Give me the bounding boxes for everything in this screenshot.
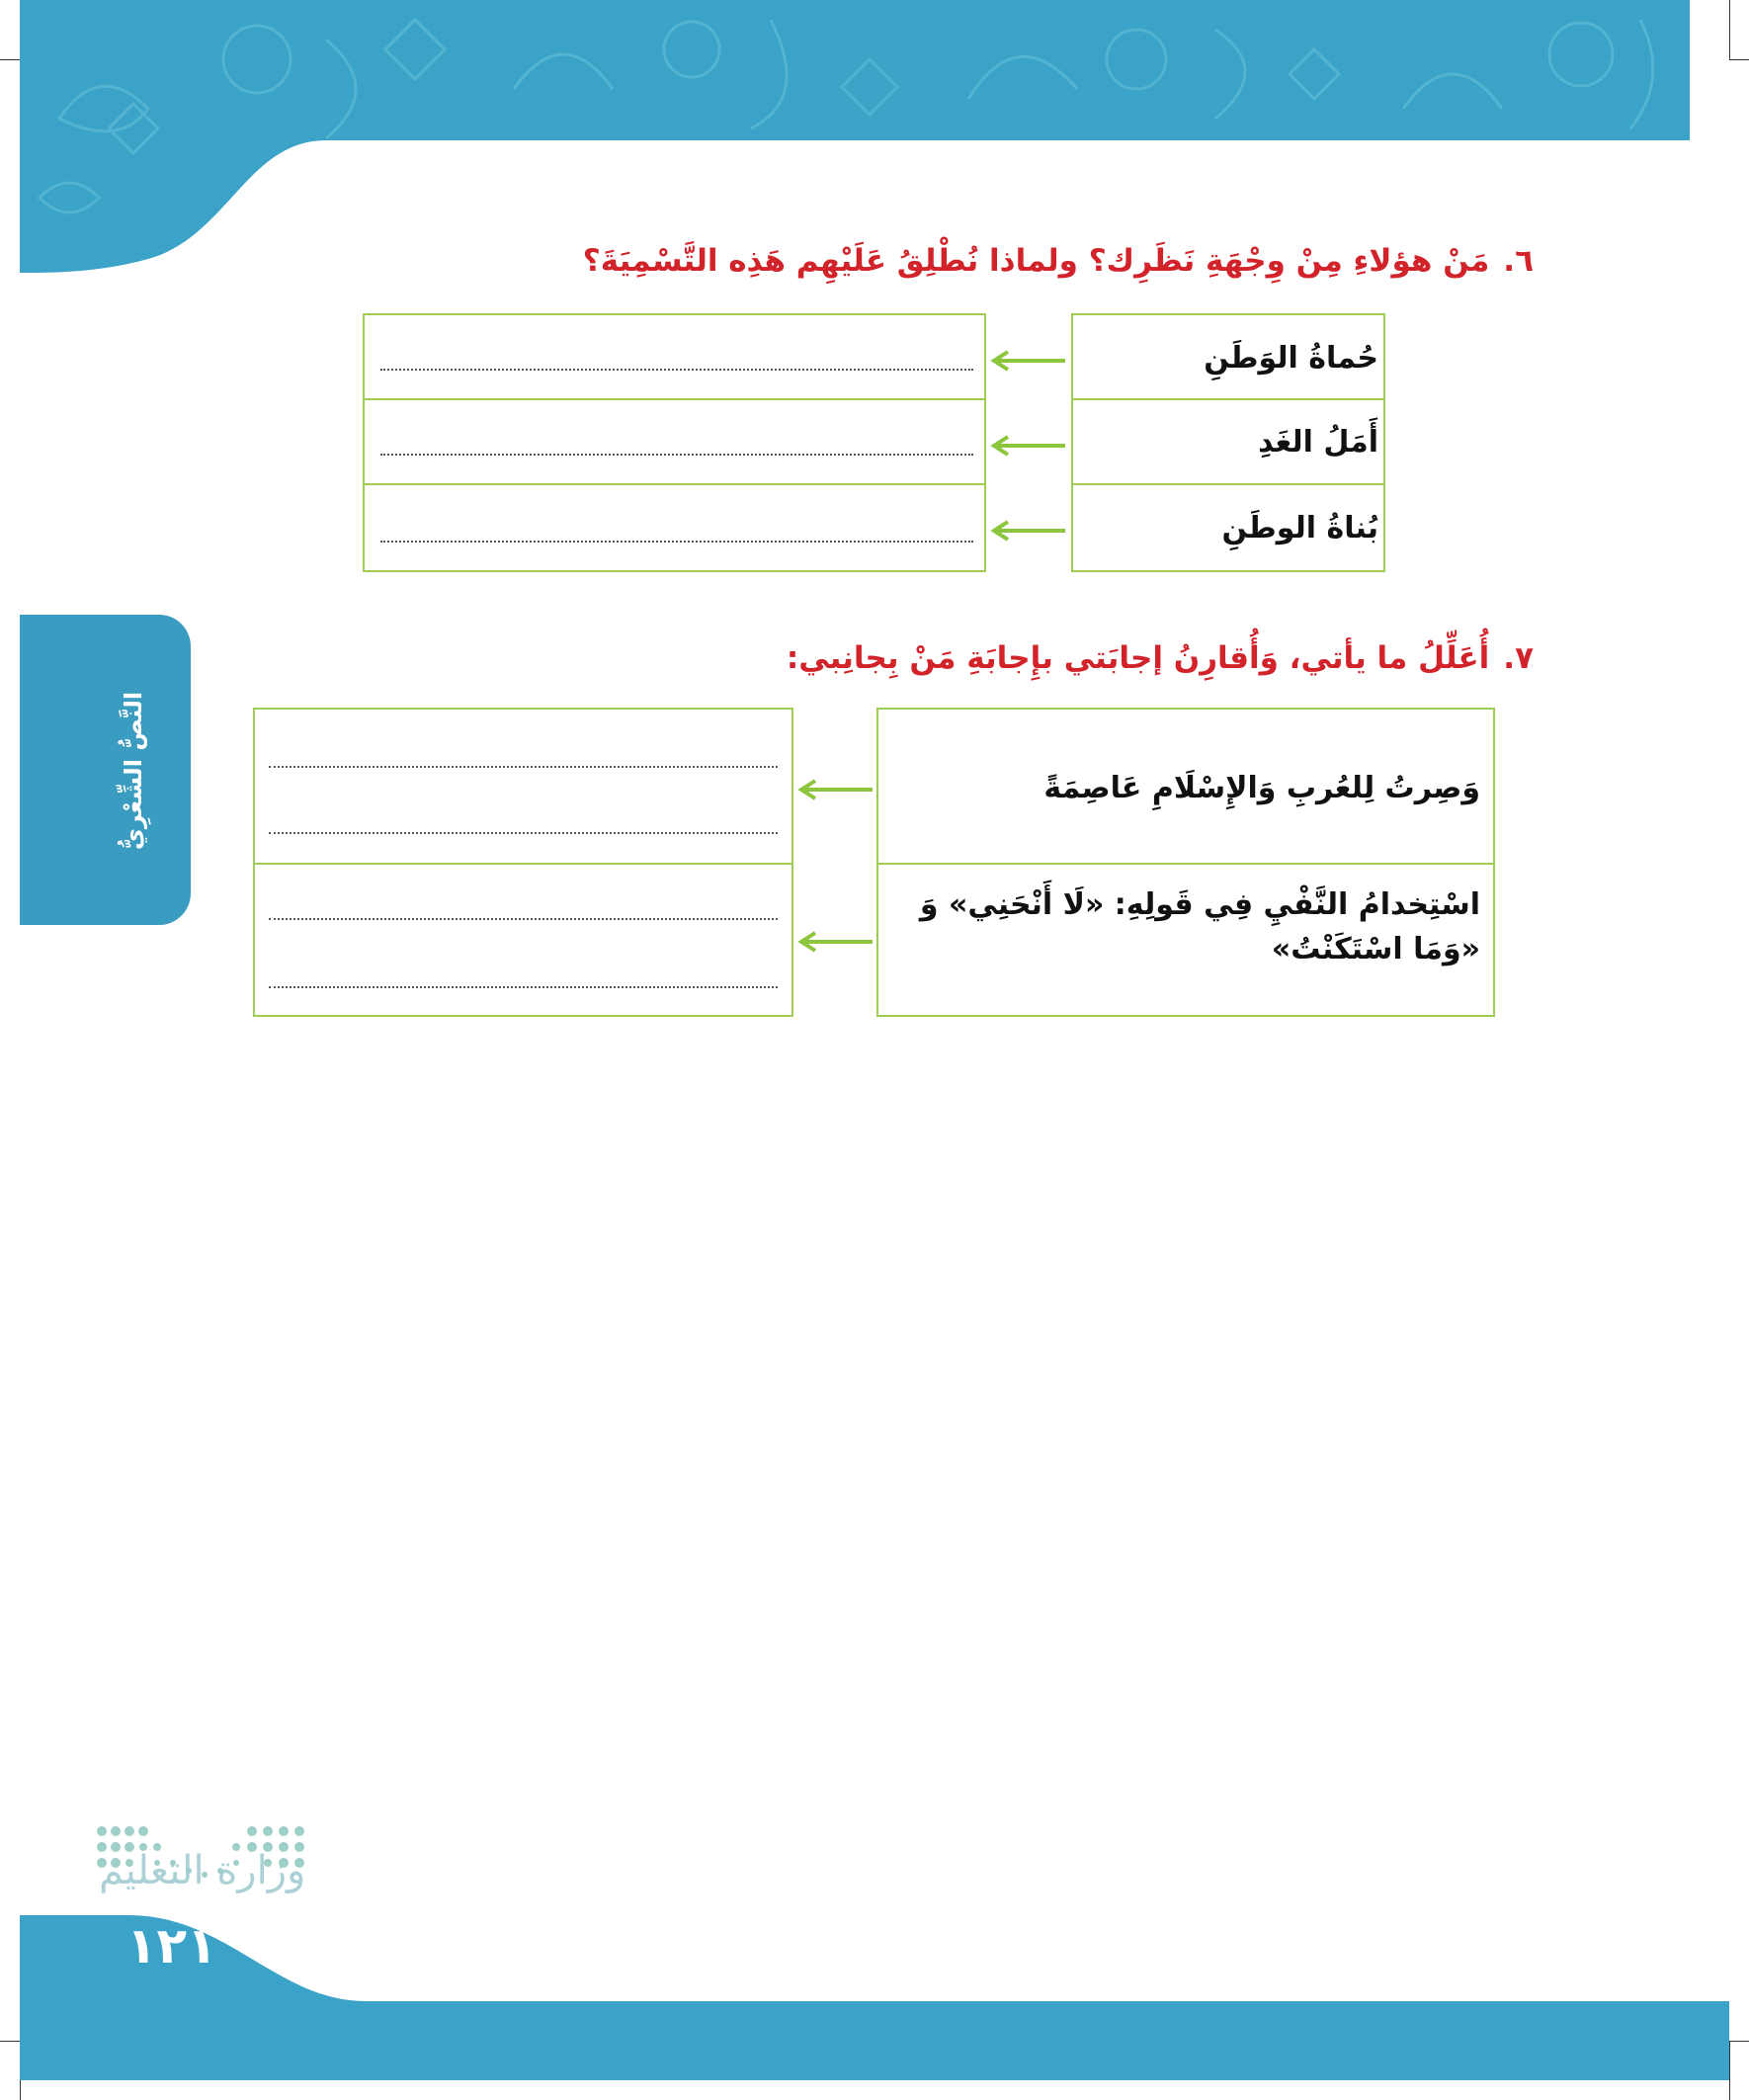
answer-box[interactable] bbox=[253, 863, 793, 1017]
term-text: حُماةُ الوَطَنِ bbox=[1204, 341, 1378, 376]
left-arrow-icon bbox=[986, 346, 1071, 376]
answer-line[interactable] bbox=[380, 541, 973, 543]
question-text: مَنْ هؤلاءِ مِنْ وِجْهَةِ نَظَرِك؟ ولماذا نُطْلِقُ عَلَيْهِم هَذِه التَّسْمِيَةَ؟ bbox=[582, 243, 1490, 279]
answer-line[interactable] bbox=[380, 454, 973, 456]
question-number: ٦. bbox=[1503, 243, 1534, 279]
header-band bbox=[0, 0, 1749, 277]
term-text: اسْتِخدامُ النَّفْيِ فِي قَولِهِ: «لَا أَنْحَنِي» وَ «وَمَا اسْتَكَنْتُ» bbox=[919, 887, 1480, 966]
left-arrow-icon bbox=[793, 775, 876, 804]
side-tab-label: النَّصُّ الشِّعْرِيُّ bbox=[120, 691, 147, 851]
term-text: وَصِرتُ لِلعُربِ وَالإِسْلَامِ عَاصِمَةً bbox=[1043, 771, 1480, 805]
question-text: أُعَلِّلُ ما يأتي، وَأُقارِنُ إجابَتي بإِجابَةِ مَنْ بِجانِبي: bbox=[786, 640, 1490, 676]
ministry-name: وزارة التعليم bbox=[99, 1848, 306, 1893]
left-arrow-icon bbox=[793, 927, 876, 957]
answer-box[interactable] bbox=[363, 313, 986, 400]
footer-band bbox=[0, 1907, 1749, 2080]
answer-line[interactable] bbox=[269, 766, 778, 768]
page-number: ١٢١ bbox=[126, 1917, 217, 1974]
section-side-tab bbox=[20, 615, 191, 925]
term-text: بُناةُ الوطَنِ bbox=[1221, 511, 1378, 546]
left-arrow-icon bbox=[986, 516, 1071, 546]
term-text: أَمَلُ الغَدِ bbox=[1258, 425, 1378, 460]
answer-box[interactable] bbox=[363, 398, 986, 485]
left-arrow-icon bbox=[986, 431, 1071, 461]
answer-line[interactable] bbox=[269, 918, 778, 920]
answer-box[interactable] bbox=[253, 708, 793, 865]
answer-line[interactable] bbox=[269, 832, 778, 834]
answer-line[interactable] bbox=[380, 369, 973, 371]
question-number: ٧. bbox=[1503, 640, 1534, 676]
answer-line[interactable] bbox=[269, 986, 778, 988]
answer-box[interactable] bbox=[363, 483, 986, 572]
question-6 bbox=[583, 243, 1534, 279]
question-7 bbox=[787, 640, 1534, 676]
